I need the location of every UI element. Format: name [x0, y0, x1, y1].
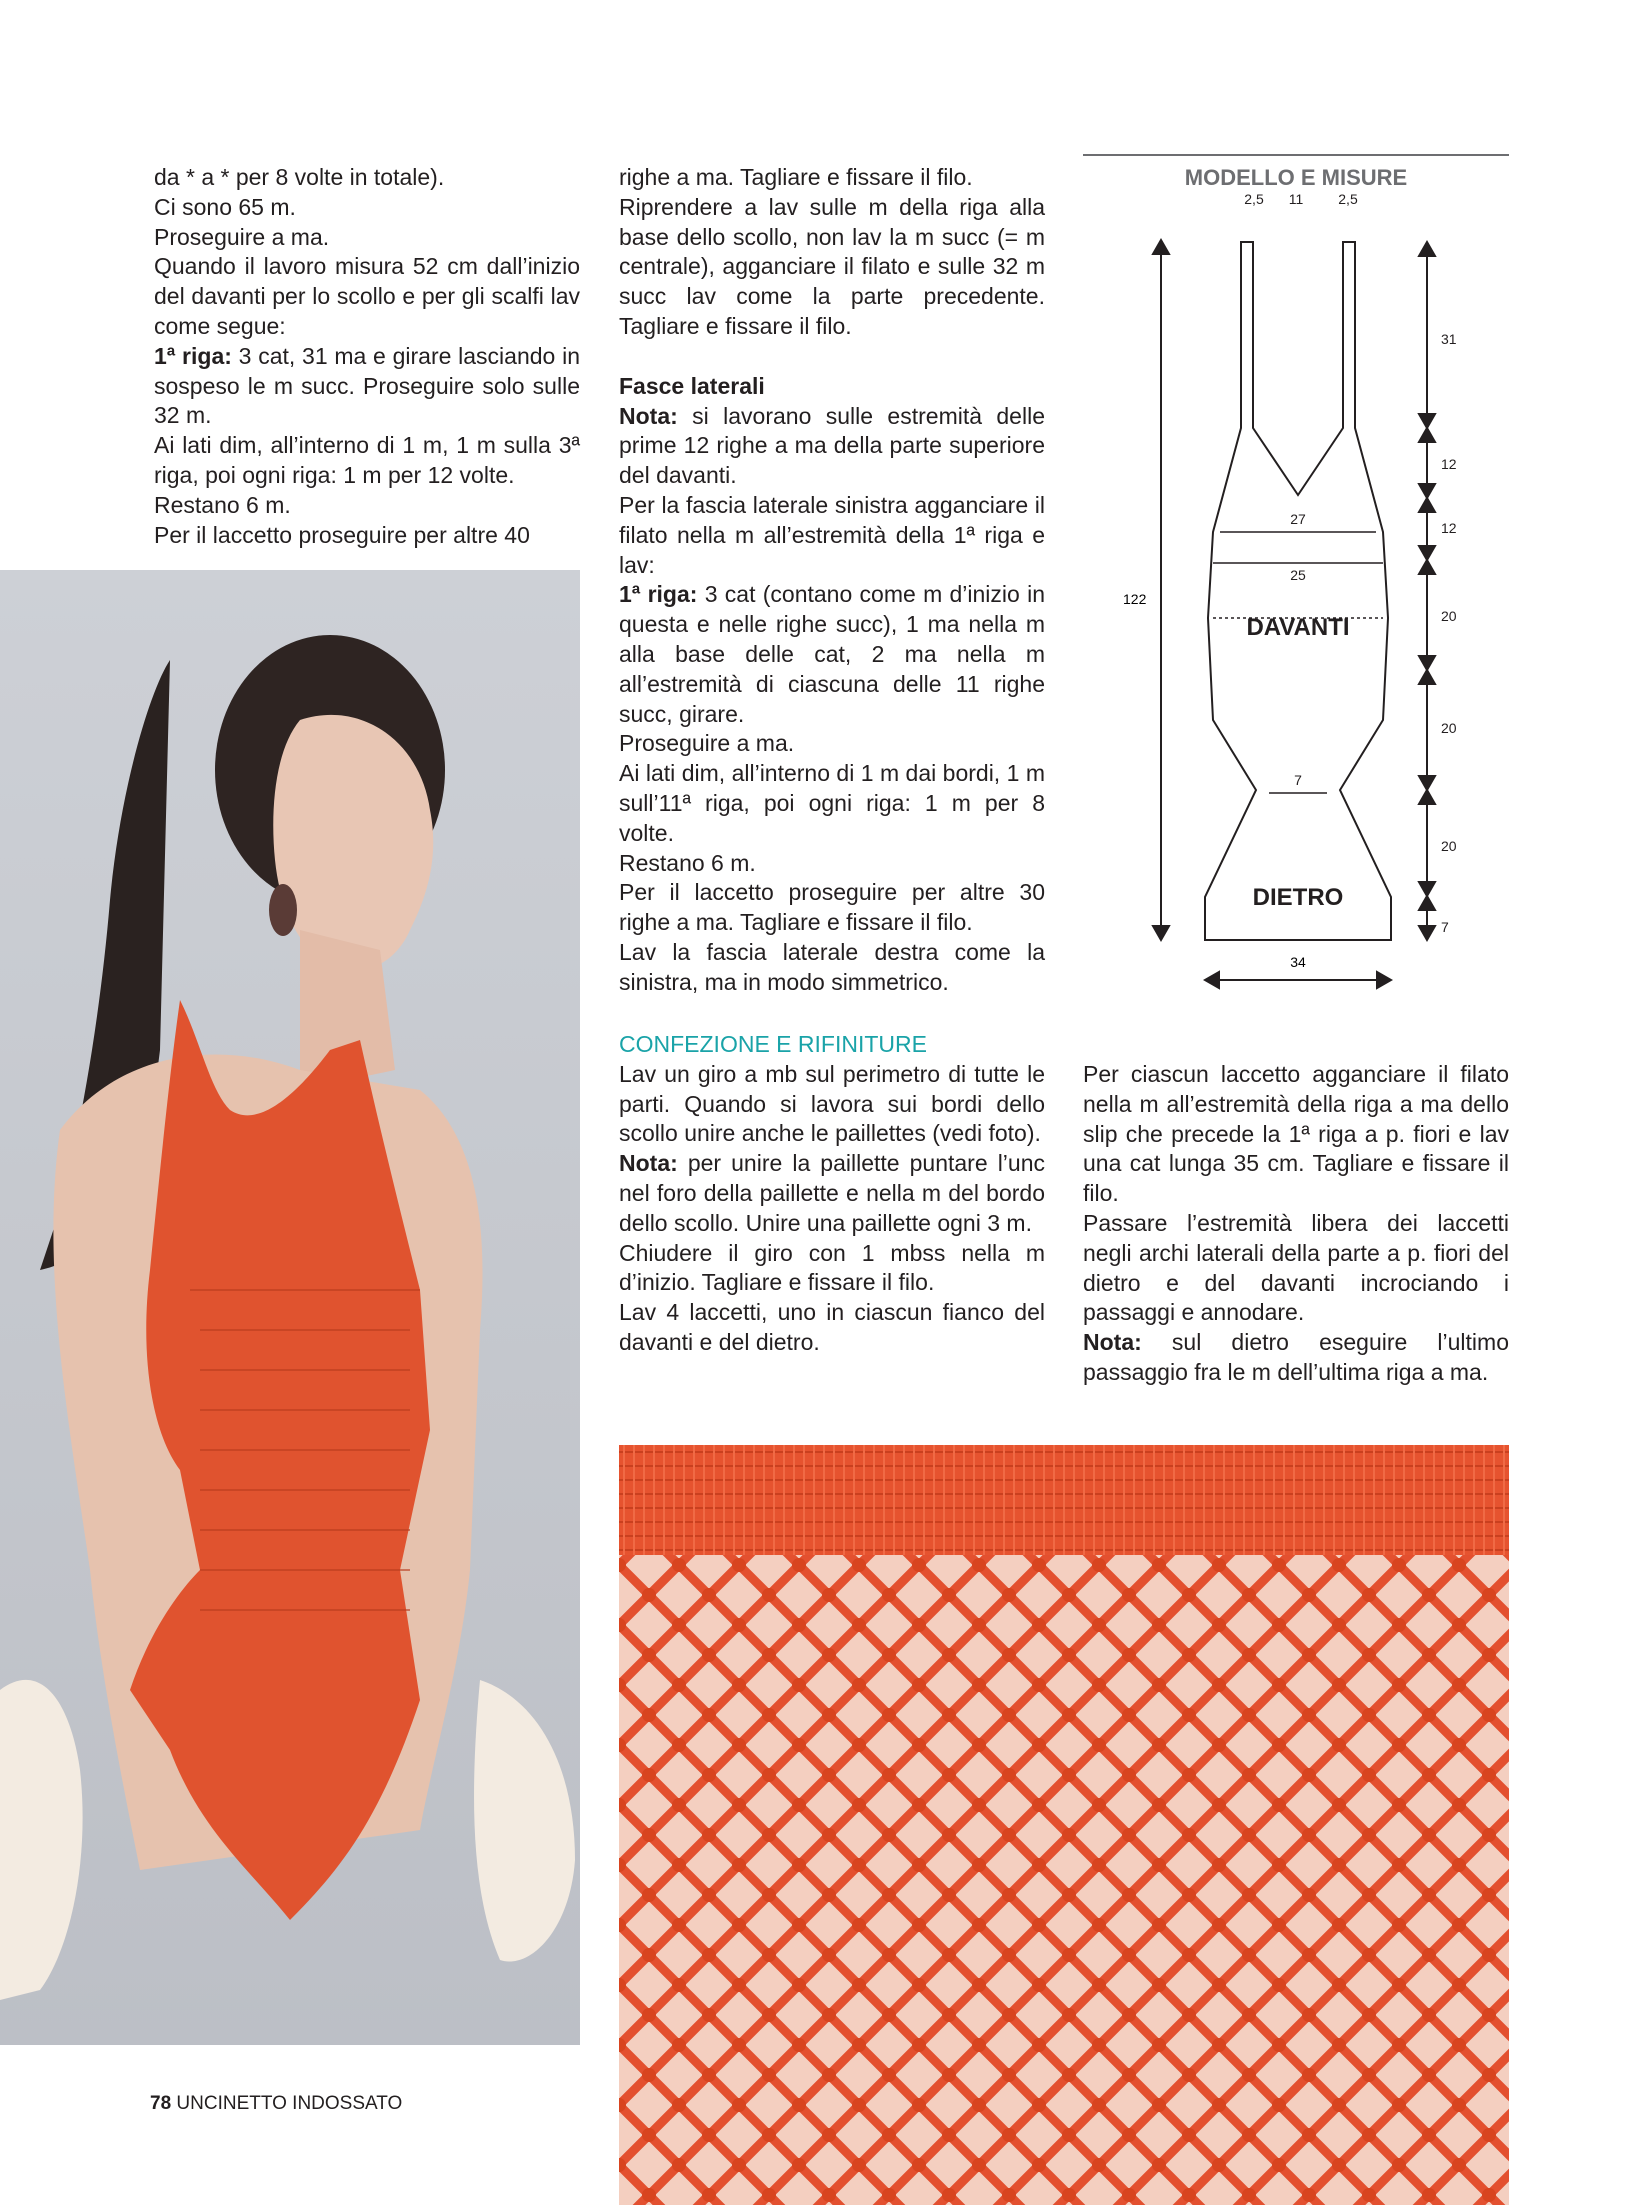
- paragraph: Ai lati dim, all’interno di 1 m, 1 m sulla 3ª riga, poi ogni riga: 1 m per 12 volte.: [154, 432, 580, 488]
- paragraph: Per il laccetto proseguire per altre 30 righe a ma. Tagliare e fissare il filo.: [619, 879, 1045, 936]
- paragraph: Ci sono 65 m.: [154, 193, 296, 220]
- paragraph: Restano 6 m.: [619, 849, 756, 876]
- paragraph: Chiudere il giro con 1 mbss nella m d’inizio. Tagliare e fissare il filo.: [619, 1239, 1045, 1296]
- label-dietro: DIETRO: [1252, 884, 1344, 911]
- text-column-1: [154, 163, 580, 550]
- note-text: sul dietro eseguire l’ultimo passaggio fra le m dell’ultima riga a ma.: [1083, 1329, 1509, 1385]
- paragraph: Per ciascun laccetto agganciare il filato nella m all’estremità della riga a ma dello slip che precede la 1ª riga a p. fiori e lav una cat lunga 35 cm. Tagliare e fissare il filo.: [1083, 1061, 1509, 1207]
- page-footer: [150, 2092, 402, 2116]
- paragraph: Proseguire a ma.: [619, 730, 795, 757]
- paragraph: Lav la fascia laterale destra come la sinistra, ma in modo simmetrico.: [619, 938, 1045, 995]
- schema-title: MODELLO E MISURE: [1184, 165, 1408, 190]
- magazine-name: UNCINETTO INDOSSATO: [176, 2093, 403, 2114]
- dim-label: 7: [1294, 772, 1302, 788]
- dim-label: 2,5: [1244, 191, 1264, 207]
- dim-label: 11: [1288, 191, 1304, 207]
- paragraph: Per la fascia laterale sinistra agganciare il filato nella m all’estremità della 1ª riga e lav:: [619, 491, 1045, 578]
- row-text: 3 cat (contano come m d’inizio in questa e nelle righe succ), 1 ma nella m alla base delle cat, 2 ma nella m all’estremità di ciascuna delle 11 righe succ, girare.: [619, 581, 1045, 727]
- dim-label: 7: [1441, 919, 1449, 935]
- dim-label: 122: [1123, 591, 1147, 607]
- model-photo: [0, 570, 580, 2045]
- note-label: Nota:: [619, 402, 678, 429]
- dim-label: 34: [1290, 954, 1306, 970]
- dim-label: 27: [1290, 511, 1306, 527]
- dim-label: 31: [1441, 331, 1457, 347]
- paragraph: righe a ma. Tagliare e fissare il filo.: [619, 164, 973, 190]
- paragraph: Quando il lavoro misura 52 cm dall’inizio del davanti per lo scollo e per gli scalfi lav come segue:: [154, 253, 580, 339]
- dim-label: 25: [1290, 567, 1306, 583]
- dim-label: 20: [1441, 720, 1457, 736]
- paragraph: Lav 4 laccetti, uno in ciascun fianco del davanti e del dietro.: [619, 1299, 1045, 1355]
- paragraph: [619, 402, 1045, 491]
- dim-label: 12: [1441, 520, 1457, 536]
- label-davanti: DAVANTI: [1246, 614, 1350, 641]
- pattern-schematic: [1083, 150, 1509, 1000]
- paragraph: Proseguire a ma.: [154, 223, 330, 250]
- paragraph: Per il laccetto proseguire per altre 40: [154, 521, 530, 548]
- paragraph: [619, 580, 1045, 729]
- note-label: Nota:: [619, 1150, 678, 1177]
- paragraph: [154, 342, 580, 431]
- dim-label: 20: [1441, 838, 1457, 854]
- dim-label: 12: [1441, 456, 1457, 472]
- row-label: 1ª riga:: [619, 581, 698, 608]
- note-text: si lavorano sulle estremità delle prime 12 righe a ma della parte superiore del davanti.: [619, 402, 1045, 489]
- dim-label: 2,5: [1338, 191, 1358, 207]
- paragraph: da * a * per 8 volte in totale).: [154, 164, 445, 190]
- paragraph: Passare l’estremità libera dei laccetti negli archi laterali della parte a p. fiori del dietro e del davanti incrociando i passaggi e annodare.: [1083, 1209, 1509, 1326]
- text-column-2: [619, 163, 1045, 998]
- paragraph: [1083, 1328, 1509, 1388]
- model-illustration: [0, 570, 580, 2045]
- paragraph: Lav un giro a mb sul perimetro di tutte le parti. Quando si lavora sui bordi dello scollo unire anche le paillettes (vedi foto).: [619, 1060, 1045, 1147]
- paragraph: Ai lati dim, all’interno di 1 m dai bordi, 1 m sull’11ª riga, poi ogni riga: 1 m per 8 volte.: [619, 760, 1045, 846]
- note-label: Nota:: [1083, 1329, 1142, 1356]
- row-label: 1ª riga:: [154, 342, 232, 369]
- row-text: 3 cat, 31 ma e girare lasciando in sospeso le m succ. Proseguire solo sulle 32 m.: [154, 342, 580, 429]
- paragraph: Restano 6 m.: [154, 491, 291, 518]
- crochet-texture: [619, 1445, 1509, 2205]
- crochet-detail-photo: [619, 1445, 1509, 2205]
- subheading-fasce-laterali: Fasce laterali: [619, 372, 765, 399]
- paragraph: Riprendere a lav sulle m della riga alla base dello scollo, non lav la m succ (= m centrale), agganciare il filato e sulle 32 m succ lav come la parte precedente. Tagliare e fissare il filo.: [619, 193, 1045, 339]
- section-title-confezione: CONFEZIONE E RIFINITURE: [619, 1031, 927, 1057]
- text-column-3: [619, 1030, 1045, 1358]
- text-column-4: [1083, 1060, 1509, 1388]
- note-text: per unire la paillette puntare l’unc nel foro della paillette e nella m del bordo dello scollo. Unire una paillette ogni 3 m.: [619, 1150, 1045, 1236]
- schema-outline: [1205, 242, 1391, 940]
- paragraph: [619, 1149, 1045, 1238]
- page-number: 78: [150, 2093, 172, 2114]
- dim-label: 20: [1441, 608, 1457, 624]
